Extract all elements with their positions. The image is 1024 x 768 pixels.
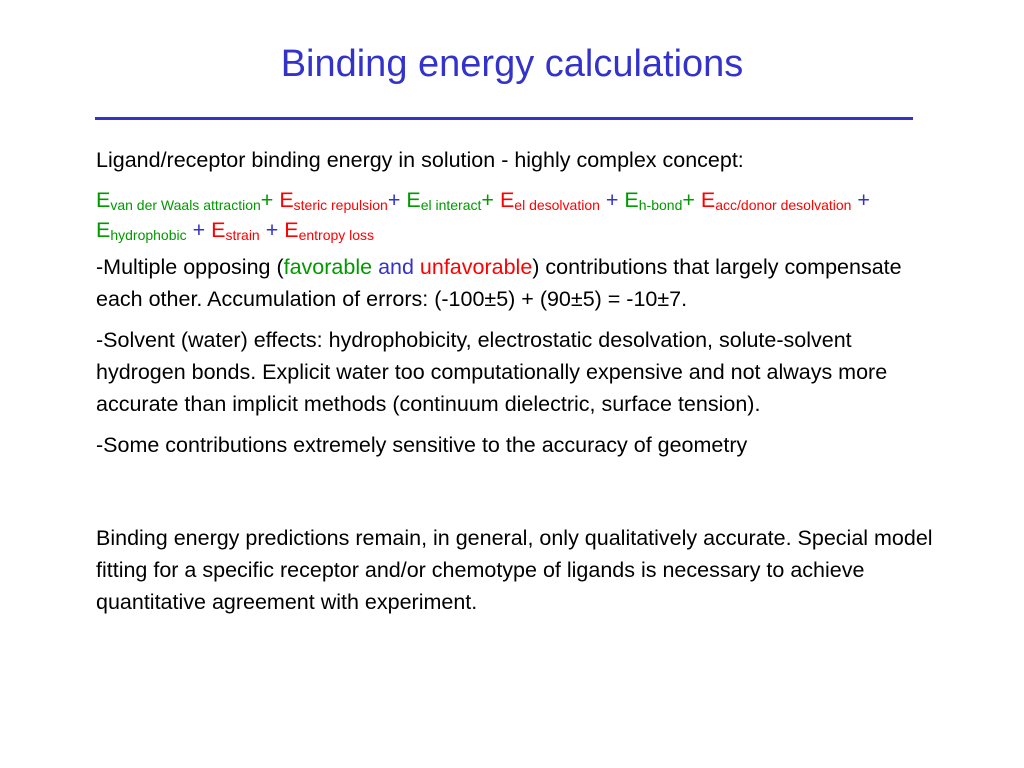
bullet-solvent-effects: -Solvent (water) effects: hydrophobicity, electrostatic desolvation, solute-solvent hydrogen bonds. Explicit water too computationally expensive and not always more accurate than implicit methods (continuum dielectric, surface tension). bbox=[96, 328, 888, 416]
term-hydrophobic: $E_{hydrophobic}$ bbox=[96, 218, 187, 243]
bullet-geometry-sensitivity: -Some contributions extremely sensitive to the accuracy of geometry bbox=[96, 433, 748, 457]
term-strain: $E_{strain}$ bbox=[211, 218, 260, 243]
term-el-desolvation: $E_{el desolvation}$ bbox=[499, 188, 600, 213]
term-entropy-loss: $E_{entropy loss}$ bbox=[284, 218, 375, 243]
op-7: + bbox=[186, 218, 212, 242]
title-underline bbox=[95, 117, 913, 120]
op-1: + bbox=[260, 188, 280, 212]
slide-body bbox=[96, 144, 936, 627]
unfavorable-word: unfavorable bbox=[419, 255, 533, 279]
favorable-word: favorable bbox=[283, 255, 373, 279]
energy-equation bbox=[96, 185, 936, 245]
term-steric: $E_{steric repulsion}$ bbox=[279, 188, 388, 213]
intro-text: Ligand/receptor binding energy in solution - highly complex concept: bbox=[96, 148, 744, 172]
op-5: + bbox=[682, 188, 701, 212]
op-6: + bbox=[851, 188, 870, 212]
term-acc-donor-desolvation: $E_{acc/donor desolvation}$ bbox=[700, 188, 852, 213]
term-h-bond: $E_{h-bond}$ bbox=[624, 188, 683, 213]
op-2: + bbox=[387, 188, 407, 212]
op-3: + bbox=[481, 188, 500, 212]
spacer bbox=[96, 470, 936, 522]
conclusion-text: Binding energy predictions remain, in general, only qualitatively accurate. Special model fitting for a specific receptor and/or chemotype of ligands is necessary to achieve quantitative agreement with experiment. bbox=[96, 526, 933, 614]
slide-title: Binding energy calculations bbox=[280, 43, 744, 85]
op-8: + bbox=[259, 218, 285, 242]
and-word: and bbox=[378, 255, 414, 279]
op-4: + bbox=[599, 188, 625, 212]
bullet-opposing-contributions: -Multiple opposing (favorable and unfavorable) contributions that largely compensate each other. Accumulation of errors: (-100±5) + (90±5) = -10±7. bbox=[96, 255, 902, 311]
term-el-interact: $E_{el interact}$ bbox=[406, 188, 482, 213]
term-vdw: $E_{van der Waals attraction}$ bbox=[96, 188, 261, 213]
